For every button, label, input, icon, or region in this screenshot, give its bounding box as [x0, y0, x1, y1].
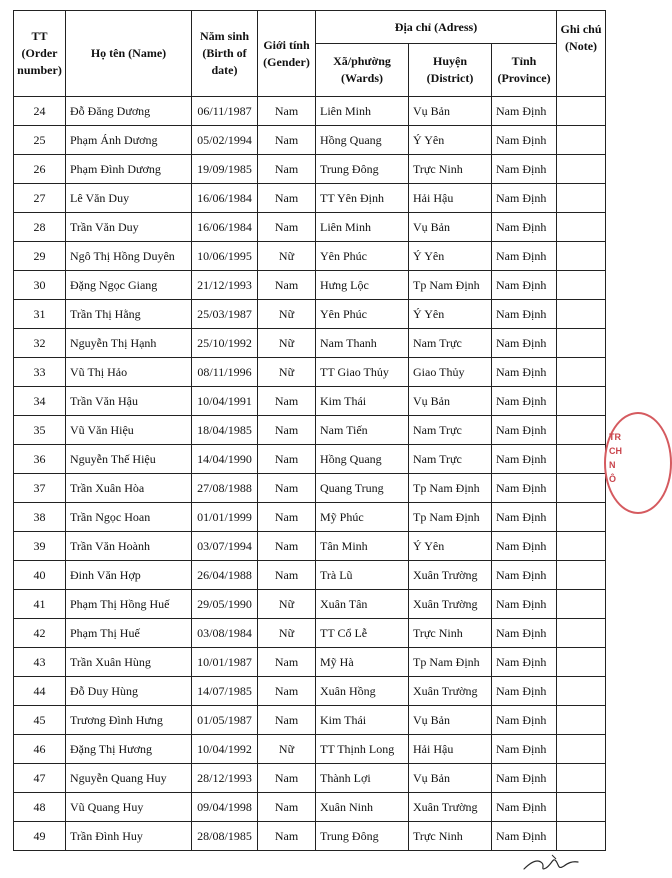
row-province: Nam Định — [492, 590, 557, 619]
row-note — [557, 590, 606, 619]
red-stamp — [598, 412, 628, 510]
row-district: Hải Hậu — [409, 735, 492, 764]
row-district: Giao Thủy — [409, 358, 492, 387]
row-ward: Quang Trung — [316, 474, 409, 503]
row-province: Nam Định — [492, 329, 557, 358]
row-name: Đặng Ngọc Giang — [66, 271, 192, 300]
row-district: Tp Nam Định — [409, 271, 492, 300]
row-order: 42 — [14, 619, 66, 648]
row-gender: Nam — [258, 416, 316, 445]
row-province: Nam Định — [492, 503, 557, 532]
row-district: Nam Trực — [409, 445, 492, 474]
row-note — [557, 184, 606, 213]
row-gender: Nam — [258, 822, 316, 851]
row-province: Nam Định — [492, 532, 557, 561]
row-ward: Mỹ Hà — [316, 648, 409, 677]
signature — [522, 851, 580, 875]
row-dob: 10/01/1987 — [192, 648, 258, 677]
registration-table — [13, 10, 606, 851]
row-district: Xuân Trường — [409, 793, 492, 822]
table-row — [14, 822, 606, 851]
row-district: Trực Ninh — [409, 822, 492, 851]
row-ward: Tân Minh — [316, 532, 409, 561]
row-dob: 01/01/1999 — [192, 503, 258, 532]
row-gender: Nữ — [258, 358, 316, 387]
row-dob: 10/04/1991 — [192, 387, 258, 416]
row-order: 47 — [14, 764, 66, 793]
row-note — [557, 706, 606, 735]
table-row — [14, 242, 606, 271]
row-ward: TT Yên Định — [316, 184, 409, 213]
table-row — [14, 445, 606, 474]
table-row — [14, 387, 606, 416]
row-note — [557, 619, 606, 648]
row-note — [557, 358, 606, 387]
row-province: Nam Định — [492, 213, 557, 242]
row-order: 36 — [14, 445, 66, 474]
row-province: Nam Định — [492, 387, 557, 416]
row-ward: Trà Lũ — [316, 561, 409, 590]
table-row — [14, 416, 606, 445]
row-order: 49 — [14, 822, 66, 851]
row-order: 45 — [14, 706, 66, 735]
row-gender: Nam — [258, 503, 316, 532]
table-row — [14, 184, 606, 213]
row-province: Nam Định — [492, 300, 557, 329]
row-ward: Xuân Ninh — [316, 793, 409, 822]
row-ward: Hưng Lộc — [316, 271, 409, 300]
row-province: Nam Định — [492, 126, 557, 155]
row-gender: Nữ — [258, 590, 316, 619]
row-note — [557, 677, 606, 706]
row-name: Lê Văn Duy — [66, 184, 192, 213]
row-dob: 14/04/1990 — [192, 445, 258, 474]
row-district: Tp Nam Định — [409, 648, 492, 677]
row-dob: 25/10/1992 — [192, 329, 258, 358]
row-order: 29 — [14, 242, 66, 271]
row-dob: 03/07/1994 — [192, 532, 258, 561]
col-gender-header: Giới tính (Gender) — [258, 11, 316, 97]
table-row — [14, 155, 606, 184]
table-row — [14, 271, 606, 300]
row-province: Nam Định — [492, 677, 557, 706]
row-gender: Nam — [258, 764, 316, 793]
row-name: Nguyễn Quang Huy — [66, 764, 192, 793]
row-gender: Nam — [258, 445, 316, 474]
row-note — [557, 97, 606, 126]
row-dob: 08/11/1996 — [192, 358, 258, 387]
row-order: 24 — [14, 97, 66, 126]
row-gender: Nam — [258, 213, 316, 242]
row-province: Nam Định — [492, 155, 557, 184]
row-order: 28 — [14, 213, 66, 242]
row-dob: 06/11/1987 — [192, 97, 258, 126]
row-province: Nam Định — [492, 619, 557, 648]
row-ward: Trung Đông — [316, 822, 409, 851]
header-row — [14, 11, 606, 44]
table-row — [14, 358, 606, 387]
row-name: Đỗ Duy Hùng — [66, 677, 192, 706]
row-province: Nam Định — [492, 271, 557, 300]
row-ward: Trung Đông — [316, 155, 409, 184]
row-name: Ngô Thị Hồng Duyên — [66, 242, 192, 271]
table-row — [14, 97, 606, 126]
row-district: Hải Hậu — [409, 184, 492, 213]
row-order: 27 — [14, 184, 66, 213]
row-name: Vũ Thị Hảo — [66, 358, 192, 387]
row-note — [557, 735, 606, 764]
row-name: Đinh Văn Hợp — [66, 561, 192, 590]
row-ward: Thành Lợi — [316, 764, 409, 793]
row-gender: Nam — [258, 271, 316, 300]
row-note — [557, 271, 606, 300]
row-province: Nam Định — [492, 706, 557, 735]
col-province-header: Tỉnh (Province) — [492, 44, 557, 97]
row-gender: Nữ — [258, 735, 316, 764]
row-order: 40 — [14, 561, 66, 590]
row-note — [557, 329, 606, 358]
row-ward: Liên Minh — [316, 97, 409, 126]
row-dob: 18/04/1985 — [192, 416, 258, 445]
row-gender: Nam — [258, 97, 316, 126]
row-gender: Nữ — [258, 242, 316, 271]
row-note — [557, 822, 606, 851]
row-ward: Hồng Quang — [316, 126, 409, 155]
row-name: Trương Đình Hưng — [66, 706, 192, 735]
row-district: Tp Nam Định — [409, 503, 492, 532]
row-dob: 16/06/1984 — [192, 213, 258, 242]
table-row — [14, 619, 606, 648]
row-district: Ý Yên — [409, 532, 492, 561]
row-ward: TT Giao Thủy — [316, 358, 409, 387]
row-district: Vụ Bản — [409, 97, 492, 126]
table-row — [14, 503, 606, 532]
row-province: Nam Định — [492, 648, 557, 677]
row-note — [557, 155, 606, 184]
row-order: 25 — [14, 126, 66, 155]
row-dob: 21/12/1993 — [192, 271, 258, 300]
row-note — [557, 648, 606, 677]
row-name: Nguyễn Thị Hạnh — [66, 329, 192, 358]
row-name: Trần Xuân Hòa — [66, 474, 192, 503]
row-dob: 10/06/1995 — [192, 242, 258, 271]
row-gender: Nam — [258, 648, 316, 677]
col-note-header: Ghi chú (Note) — [557, 11, 606, 97]
row-district: Nam Trực — [409, 416, 492, 445]
row-note — [557, 532, 606, 561]
row-dob: 14/07/1985 — [192, 677, 258, 706]
row-name: Phạm Đình Dương — [66, 155, 192, 184]
table-row — [14, 329, 606, 358]
row-district: Tp Nam Định — [409, 474, 492, 503]
row-note — [557, 242, 606, 271]
row-district: Xuân Trường — [409, 561, 492, 590]
row-name: Trần Thị Hằng — [66, 300, 192, 329]
row-gender: Nam — [258, 561, 316, 590]
row-district: Trực Ninh — [409, 155, 492, 184]
row-province: Nam Định — [492, 97, 557, 126]
row-ward: Nam Tiến — [316, 416, 409, 445]
table-row — [14, 532, 606, 561]
row-gender: Nam — [258, 474, 316, 503]
row-order: 41 — [14, 590, 66, 619]
row-note — [557, 126, 606, 155]
table-row — [14, 793, 606, 822]
row-district: Vụ Bản — [409, 764, 492, 793]
row-gender: Nam — [258, 387, 316, 416]
row-note — [557, 300, 606, 329]
row-province: Nam Định — [492, 735, 557, 764]
row-dob: 05/02/1994 — [192, 126, 258, 155]
row-province: Nam Định — [492, 822, 557, 851]
row-order: 46 — [14, 735, 66, 764]
row-gender: Nữ — [258, 619, 316, 648]
row-province: Nam Định — [492, 242, 557, 271]
row-ward: Xuân Hồng — [316, 677, 409, 706]
row-province: Nam Định — [492, 416, 557, 445]
row-order: 26 — [14, 155, 66, 184]
row-district: Xuân Trường — [409, 590, 492, 619]
row-order: 39 — [14, 532, 66, 561]
row-gender: Nam — [258, 677, 316, 706]
row-dob: 29/05/1990 — [192, 590, 258, 619]
row-name: Nguyễn Thế Hiệu — [66, 445, 192, 474]
row-order: 35 — [14, 416, 66, 445]
row-order: 34 — [14, 387, 66, 416]
row-province: Nam Định — [492, 184, 557, 213]
row-province: Nam Định — [492, 474, 557, 503]
row-dob: 01/05/1987 — [192, 706, 258, 735]
row-name: Trần Đình Huy — [66, 822, 192, 851]
row-province: Nam Định — [492, 445, 557, 474]
row-name: Trần Xuân Hùng — [66, 648, 192, 677]
row-gender: Nam — [258, 126, 316, 155]
row-dob: 28/12/1993 — [192, 764, 258, 793]
table-row — [14, 677, 606, 706]
row-order: 32 — [14, 329, 66, 358]
row-district: Vụ Bản — [409, 706, 492, 735]
table-row — [14, 764, 606, 793]
row-dob: 10/04/1992 — [192, 735, 258, 764]
row-province: Nam Định — [492, 358, 557, 387]
row-name: Phạm Ánh Dương — [66, 126, 192, 155]
row-dob: 03/08/1984 — [192, 619, 258, 648]
row-ward: Kim Thái — [316, 706, 409, 735]
row-dob: 16/06/1984 — [192, 184, 258, 213]
row-name: Trần Văn Hậu — [66, 387, 192, 416]
row-district: Vụ Bản — [409, 387, 492, 416]
table-row — [14, 590, 606, 619]
row-ward: Kim Thái — [316, 387, 409, 416]
row-dob: 27/08/1988 — [192, 474, 258, 503]
row-dob: 19/09/1985 — [192, 155, 258, 184]
row-province: Nam Định — [492, 793, 557, 822]
col-name-header: Họ tên (Name) — [66, 11, 192, 97]
row-ward: Mỹ Phúc — [316, 503, 409, 532]
row-order: 38 — [14, 503, 66, 532]
row-district: Ý Yên — [409, 300, 492, 329]
row-name: Phạm Thị Huế — [66, 619, 192, 648]
row-gender: Nữ — [258, 329, 316, 358]
row-ward: TT Cổ Lễ — [316, 619, 409, 648]
row-name: Trần Văn Hoành — [66, 532, 192, 561]
row-order: 37 — [14, 474, 66, 503]
row-district: Ý Yên — [409, 126, 492, 155]
table-row — [14, 213, 606, 242]
row-name: Trần Ngọc Hoan — [66, 503, 192, 532]
row-district: Trực Ninh — [409, 619, 492, 648]
row-name: Đỗ Đăng Dương — [66, 97, 192, 126]
row-ward: Hồng Quang — [316, 445, 409, 474]
table-row — [14, 126, 606, 155]
row-ward: Yên Phúc — [316, 242, 409, 271]
row-dob: 26/04/1988 — [192, 561, 258, 590]
row-order: 43 — [14, 648, 66, 677]
row-province: Nam Định — [492, 764, 557, 793]
row-order: 30 — [14, 271, 66, 300]
row-note — [557, 793, 606, 822]
row-dob: 09/04/1998 — [192, 793, 258, 822]
row-district: Xuân Trường — [409, 677, 492, 706]
row-dob: 25/03/1987 — [192, 300, 258, 329]
row-district: Nam Trực — [409, 329, 492, 358]
row-district: Vụ Bản — [409, 213, 492, 242]
row-name: Vũ Văn Hiệu — [66, 416, 192, 445]
col-order-header: TT (Order number) — [14, 11, 66, 97]
col-wards-header: Xã/phường (Wards) — [316, 44, 409, 97]
table-row — [14, 648, 606, 677]
table-row — [14, 300, 606, 329]
row-order: 31 — [14, 300, 66, 329]
row-province: Nam Định — [492, 561, 557, 590]
row-dob: 28/08/1985 — [192, 822, 258, 851]
col-district-header: Huyện (District) — [409, 44, 492, 97]
table-row — [14, 735, 606, 764]
stamp-text: TR CH N Ô — [609, 432, 622, 484]
row-note — [557, 764, 606, 793]
row-gender: Nam — [258, 155, 316, 184]
row-gender: Nam — [258, 793, 316, 822]
row-ward: TT Thịnh Long — [316, 735, 409, 764]
row-gender: Nữ — [258, 300, 316, 329]
table-row — [14, 561, 606, 590]
table-row — [14, 474, 606, 503]
row-note — [557, 213, 606, 242]
row-note — [557, 561, 606, 590]
col-dob-header: Năm sinh (Birth of date) — [192, 11, 258, 97]
row-name: Vũ Quang Huy — [66, 793, 192, 822]
row-gender: Nam — [258, 532, 316, 561]
row-order: 48 — [14, 793, 66, 822]
row-ward: Liên Minh — [316, 213, 409, 242]
row-gender: Nam — [258, 184, 316, 213]
row-name: Phạm Thị Hồng Huế — [66, 590, 192, 619]
row-name: Trần Văn Duy — [66, 213, 192, 242]
row-ward: Nam Thanh — [316, 329, 409, 358]
row-order: 33 — [14, 358, 66, 387]
row-name: Đặng Thị Hương — [66, 735, 192, 764]
row-gender: Nam — [258, 706, 316, 735]
row-district: Ý Yên — [409, 242, 492, 271]
row-order: 44 — [14, 677, 66, 706]
table-row — [14, 706, 606, 735]
col-address-header: Địa chỉ (Adress) — [316, 11, 557, 44]
row-ward: Xuân Tân — [316, 590, 409, 619]
row-ward: Yên Phúc — [316, 300, 409, 329]
